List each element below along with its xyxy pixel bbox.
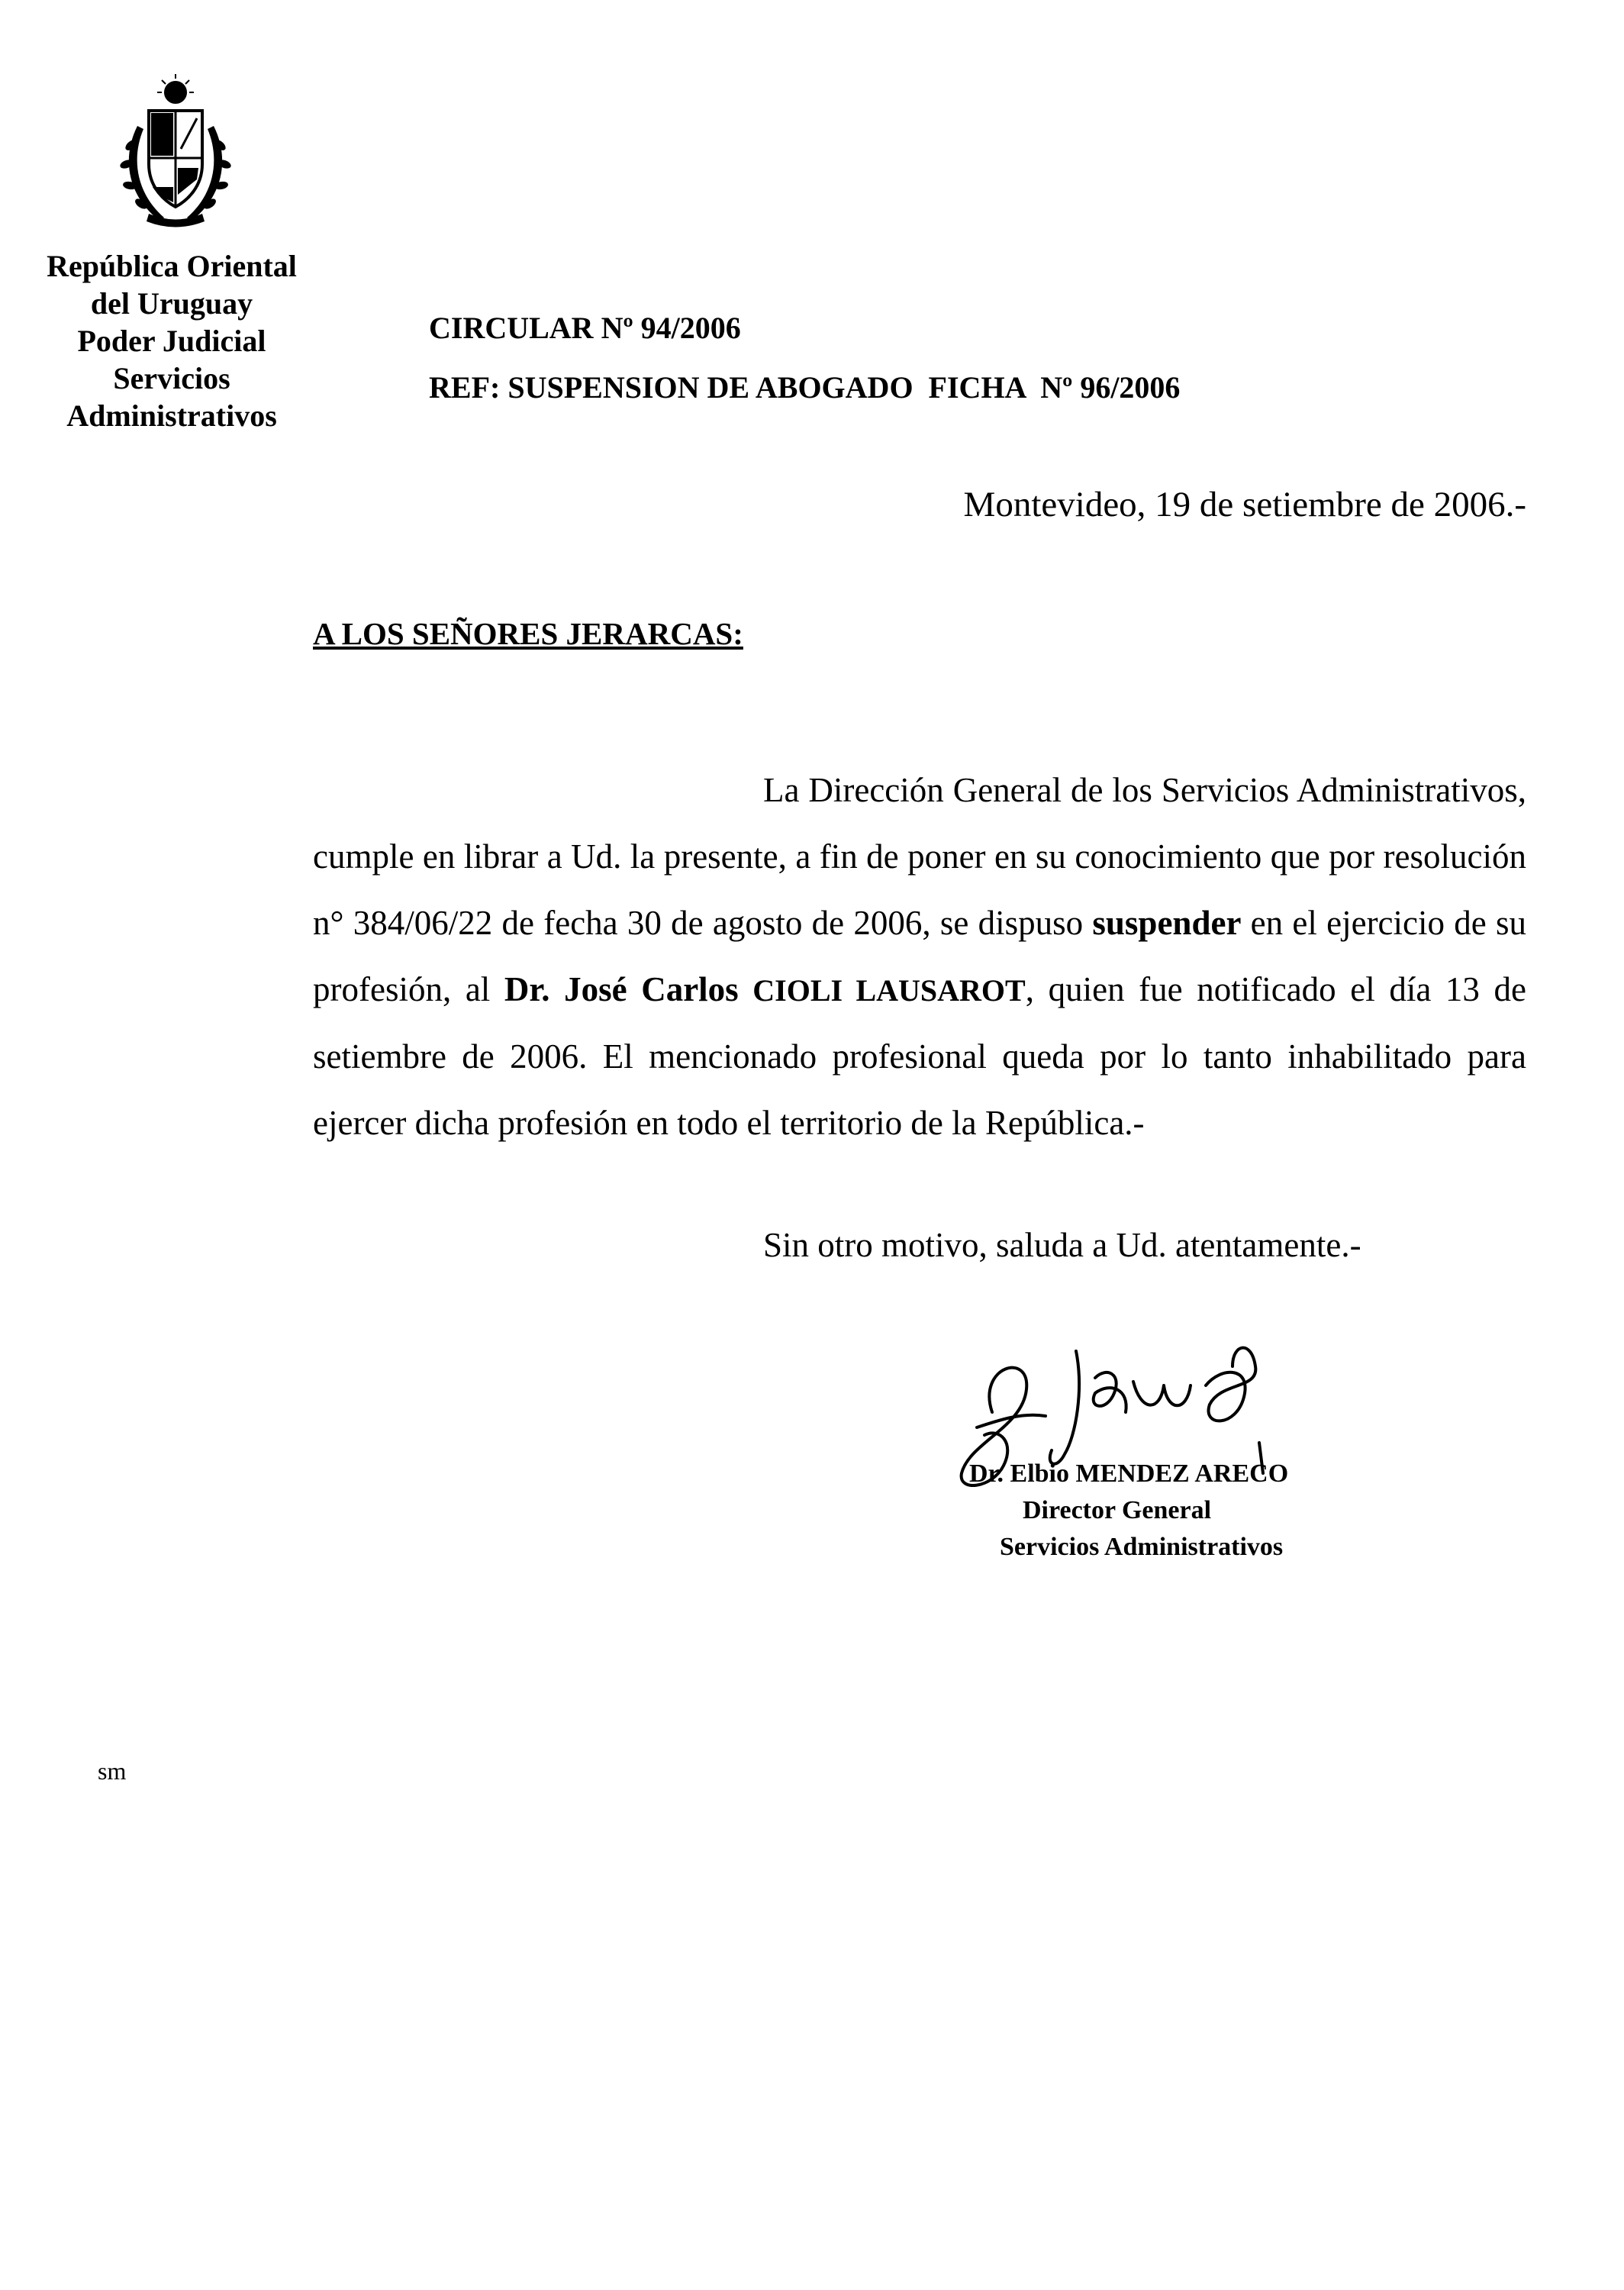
lawyer-name: Dr. José Carlos [504,970,739,1008]
signer-department: Servicios Administrativos [1000,1533,1284,1561]
circular-number: CIRCULAR Nº 94/2006 [429,311,741,345]
institution-header [23,247,321,434]
institution-line: Administrativos [66,398,277,433]
institution-line: del Uruguay [90,286,253,321]
coat-of-arms-icon [107,73,244,233]
signer-name: Dr. Elbio MENDEZ ARECO [969,1459,1289,1488]
typist-initials: sm [98,1757,127,1785]
closing-line: Sin otro motivo, saluda a Ud. atentamente.- [763,1226,1361,1264]
body-paragraph [313,757,1526,1156]
body-emphasis: suspender [1092,904,1242,942]
institution-line: República Oriental [47,249,297,283]
lawyer-surname: CIOLI LAUSAROT [752,973,1026,1008]
institution-line: Poder Judicial [77,324,266,358]
institution-line: Servicios [113,361,230,395]
addressee: A LOS SEÑORES JERARCAS: [313,616,743,651]
reference-line: REF: SUSPENSION DE ABOGADO FICHA Nº 96/2006 [429,370,1181,405]
signer-title: Director General [1023,1496,1212,1524]
signer-block [946,1456,1404,1566]
body-text-part: , quien fue notificado el día 13 de setiembre de 2006. El mencionado profesional queda por lo tanto inhabilitado para ejercer dicha profesión en todo el territorio de la República.- [313,970,1527,1142]
place-date: Montevideo, 19 de setiembre de 2006.- [963,485,1526,524]
body-text-part: La Dirección General de los Servicios Administrativos, cumple en librar a Ud. la presente, a fin de poner en su conocimiento que por resolución n° 384/06/22 de fecha 30 de agosto de 2006, se dispuso [313,771,1526,942]
body-text-part: en el ejercicio de su profesión, al [313,904,1527,1008]
